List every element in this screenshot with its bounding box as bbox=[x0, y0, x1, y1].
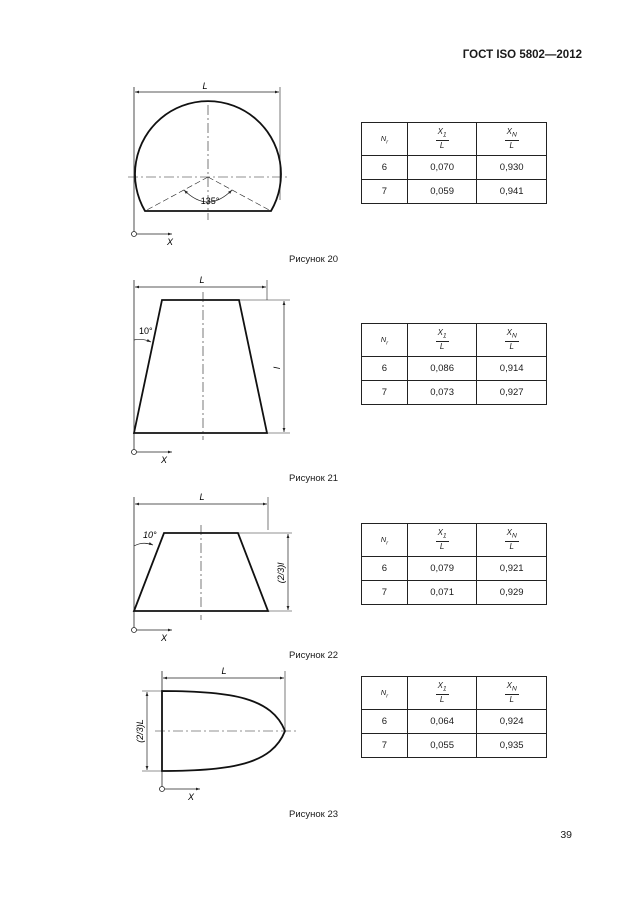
angle-ray-left bbox=[145, 177, 208, 211]
width-label: L bbox=[199, 492, 205, 502]
n-cell: 6 bbox=[362, 710, 408, 734]
figure-21-drawing bbox=[132, 275, 291, 465]
table-row bbox=[362, 381, 547, 405]
table-row bbox=[362, 180, 547, 204]
figure-22-caption: Рисунок 22 bbox=[289, 650, 339, 661]
x1-cell: 0,086 bbox=[407, 357, 477, 381]
n-cell: 6 bbox=[362, 557, 408, 581]
x1-header: $\frac{X_1}{L}$ bbox=[407, 524, 477, 557]
n-cell: 7 bbox=[362, 180, 408, 204]
n-header: $N_r$ bbox=[362, 123, 408, 156]
dome-shape bbox=[135, 101, 281, 211]
x1-cell: 0,055 bbox=[407, 734, 477, 758]
width-label: L bbox=[199, 275, 205, 285]
x-axis-label: X bbox=[161, 455, 168, 465]
figure-23-drawing bbox=[135, 666, 296, 802]
figure-22-table bbox=[361, 523, 547, 605]
x1-cell: 0,071 bbox=[407, 581, 477, 605]
figure-20-caption: Рисунок 20 bbox=[289, 254, 339, 265]
angle-label: 135° bbox=[200, 196, 220, 206]
figure-20-table bbox=[361, 122, 547, 204]
origin-marker bbox=[160, 787, 165, 792]
x1-cell: 0,070 bbox=[407, 156, 477, 180]
x-axis-label: X bbox=[161, 633, 168, 643]
origin-marker bbox=[132, 232, 137, 237]
table-row bbox=[362, 357, 547, 381]
x1-header: $\frac{X_1}{L}$ bbox=[407, 123, 477, 156]
trapezoid-shape bbox=[134, 300, 267, 433]
xn-header: $\frac{X_N}{L}$ bbox=[477, 524, 547, 557]
table-row bbox=[362, 581, 547, 605]
figure-21-table bbox=[361, 323, 547, 405]
origin-marker bbox=[132, 450, 137, 455]
angle-label: 10° bbox=[143, 530, 157, 540]
n-cell: 7 bbox=[362, 581, 408, 605]
xn-cell: 0,941 bbox=[477, 180, 547, 204]
table-row bbox=[362, 734, 547, 758]
x1-cell: 0,059 bbox=[407, 180, 477, 204]
n-header: $N_r$ bbox=[362, 524, 408, 557]
n-header: $N_r$ bbox=[362, 324, 408, 357]
n-cell: 6 bbox=[362, 156, 408, 180]
page-number: 39 bbox=[560, 829, 572, 841]
n-cell: 6 bbox=[362, 357, 408, 381]
document-header: ГОСТ ISO 5802—2012 bbox=[462, 49, 582, 61]
table-header-row bbox=[362, 123, 547, 156]
xn-cell: 0,930 bbox=[477, 156, 547, 180]
n-cell: 7 bbox=[362, 381, 408, 405]
xn-cell: 0,927 bbox=[477, 381, 547, 405]
figure-20-drawing bbox=[128, 81, 288, 247]
table-header-row bbox=[362, 677, 547, 710]
angle-arc bbox=[134, 543, 153, 546]
x1-cell: 0,073 bbox=[407, 381, 477, 405]
xn-cell: 0,924 bbox=[477, 710, 547, 734]
n-header: $N_r$ bbox=[362, 677, 408, 710]
n-cell: 7 bbox=[362, 734, 408, 758]
angle-arc bbox=[134, 339, 151, 342]
angle-label: 10° bbox=[139, 326, 153, 336]
x1-cell: 0,064 bbox=[407, 710, 477, 734]
figure-22-drawing bbox=[132, 492, 293, 643]
table-header-row bbox=[362, 524, 547, 557]
xn-cell: 0,935 bbox=[477, 734, 547, 758]
origin-marker bbox=[132, 628, 137, 633]
x-axis-label: X bbox=[188, 792, 195, 802]
xn-cell: 0,914 bbox=[477, 357, 547, 381]
xn-header: $\frac{X_N}{L}$ bbox=[477, 324, 547, 357]
table-row bbox=[362, 557, 547, 581]
table-row bbox=[362, 710, 547, 734]
height-label: l bbox=[272, 367, 282, 369]
x-axis-label: X bbox=[167, 237, 174, 247]
x1-header: $\frac{X_1}{L}$ bbox=[407, 677, 477, 710]
xn-cell: 0,929 bbox=[477, 581, 547, 605]
xn-header: $\frac{X_N}{L}$ bbox=[477, 677, 547, 710]
table-header-row bbox=[362, 324, 547, 357]
figure-23-table bbox=[361, 676, 547, 758]
height-label: (2/3)L bbox=[135, 719, 145, 743]
xn-header: $\frac{X_N}{L}$ bbox=[477, 123, 547, 156]
figure-23-caption: Рисунок 23 bbox=[289, 809, 339, 820]
height-label: (2/3)l bbox=[276, 562, 286, 584]
width-label: L bbox=[202, 81, 208, 91]
width-label: L bbox=[221, 666, 227, 676]
xn-cell: 0,921 bbox=[477, 557, 547, 581]
x1-header: $\frac{X_1}{L}$ bbox=[407, 324, 477, 357]
figure-21-caption: Рисунок 21 bbox=[289, 473, 339, 484]
x1-cell: 0,079 bbox=[407, 557, 477, 581]
table-row bbox=[362, 156, 547, 180]
